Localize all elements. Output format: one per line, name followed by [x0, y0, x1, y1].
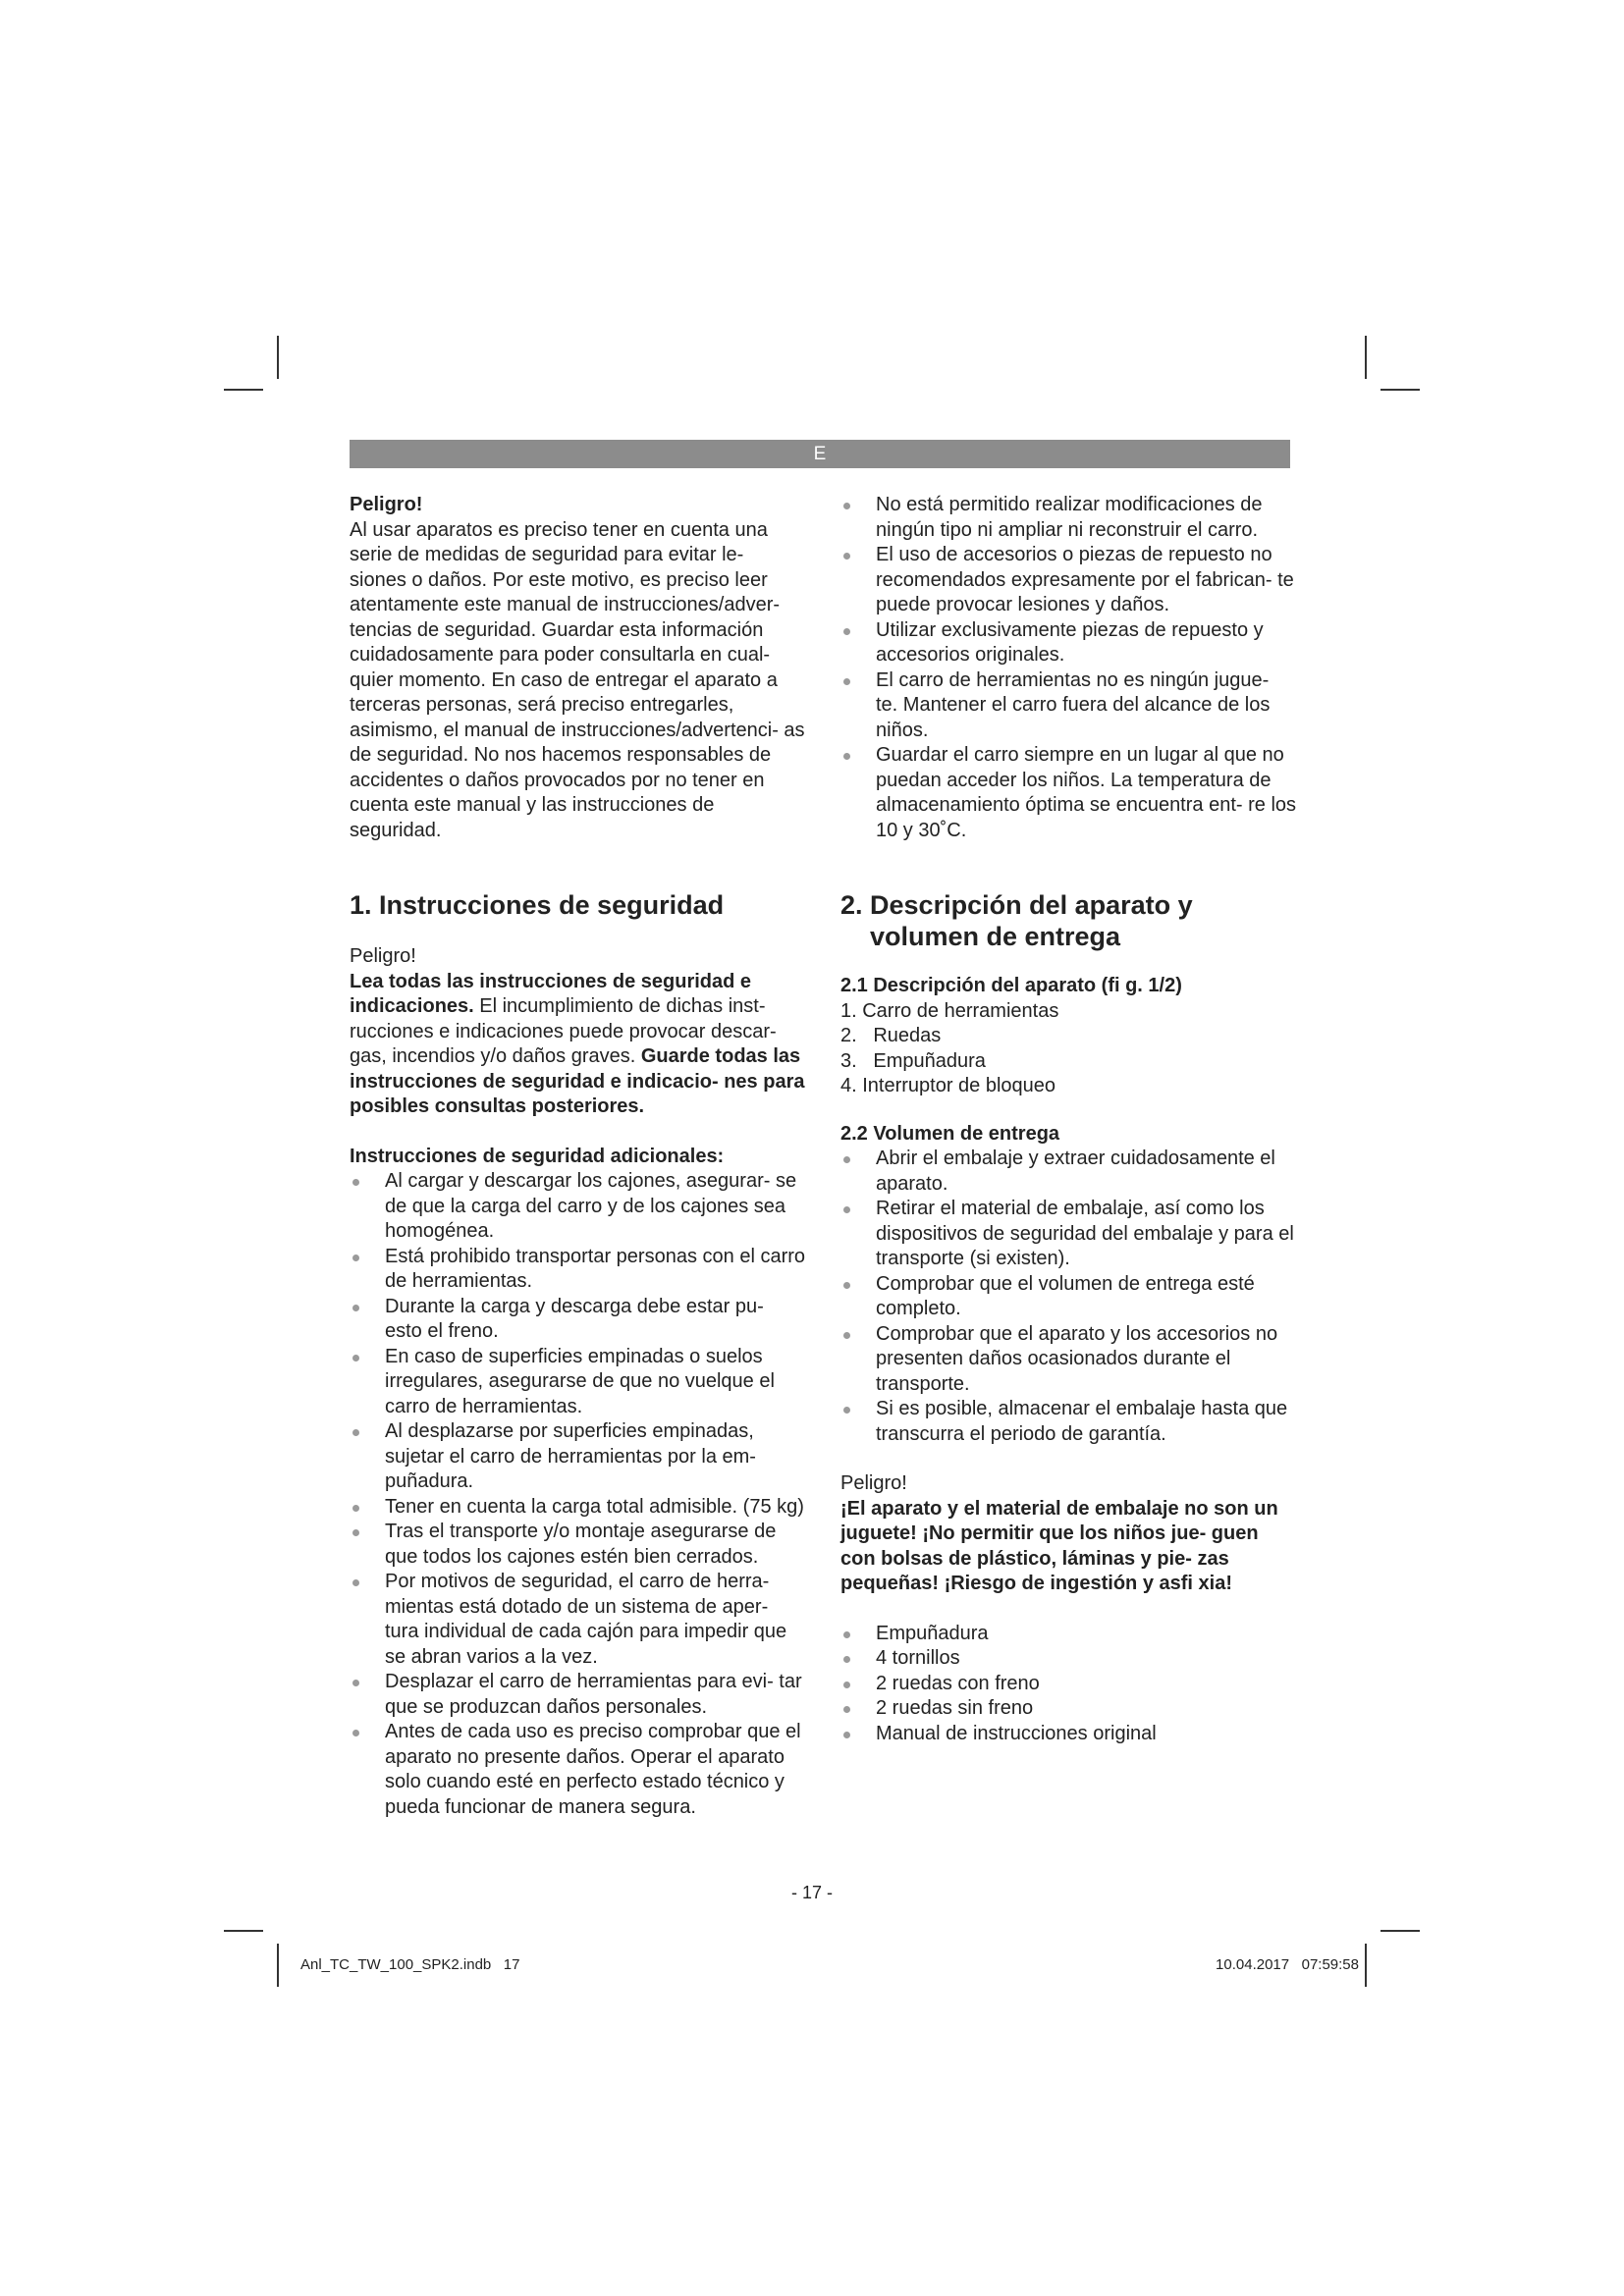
delivery-list [840, 1147, 1296, 1447]
list-item: 2 ruedas sin freno [840, 1696, 1296, 1722]
list-item: 1. Carro de herramientas [840, 999, 1059, 1022]
warning-title: Peligro! [840, 1472, 907, 1494]
list-item: Retirar el material de embalaje, así como los dispositivos de seguridad del embalaje y para el transporte (si existen). [840, 1197, 1296, 1272]
list-item: Desplazar el carro de herramientas para evi- tar que se produzcan daños personales. [350, 1670, 805, 1720]
safety-intro: Lea todas las instrucciones de seguridad e indicaciones. El incumplimiento de dichas inst- rucciones e indicaciones puede provocar descar- gas, incendios y/o daños graves. Guarde todas las instrucciones de seguridad e indicacio- nes para posibles consultas posteriores. [350, 970, 805, 1117]
list-item: El uso de accesorios o piezas de repuesto no recomendados expresamente por el fabrican- te puede provocar lesiones y daños. [840, 543, 1296, 618]
crop-mark [224, 389, 263, 391]
list-item: Al cargar y descargar los cajones, asegurar- se de que la carga del carro y de los cajones sea homogénea. [350, 1169, 805, 1245]
crop-mark [277, 336, 279, 379]
crop-mark [277, 1944, 279, 1987]
list-item: No está permitido realizar modificaciones de ningún tipo ni ampliar ni reconstruir el carro. [840, 493, 1296, 543]
list-item: Durante la carga y descarga debe estar pu- esto el freno. [350, 1295, 805, 1345]
warning-title: Peligro! [350, 494, 423, 515]
safety-list [350, 1169, 805, 1820]
contents-list [840, 1622, 1296, 1747]
section-heading-2: 2. Descripción del aparato y volumen de entrega [840, 890, 1193, 951]
list-item: Guardar el carro siempre en un lugar al que no puedan acceder los niños. La temperatura de almacenamiento óptima se encuentra ent- re los 10 y 30˚C. [840, 743, 1296, 843]
list-item: 4 tornillos [840, 1646, 1296, 1672]
warning-text: Al usar aparatos es preciso tener en cuenta una serie de medidas de seguridad para evitar le- siones o daños. Por este motivo, es preciso leer atentamente este manual de instrucciones/adver- tencias de seguridad. Guardar esta información cuidadosamente para poder consultarla en cual- quier momento. En caso de entregar el aparato a terceras personas, será preciso entregarles, asimismo, el manual de instrucciones/advertenci- as de seguridad. No nos hacemos responsables de accidentes o daños provocados por no tener en cuenta este manual y las instrucciones de seguridad. [350, 518, 805, 841]
crop-mark [1380, 389, 1420, 391]
list-item: Abrir el embalaje y extraer cuidadosamente el aparato. [840, 1147, 1296, 1197]
right-column [840, 493, 1296, 1746]
list-item: Al desplazarse por superficies empinadas, sujetar el carro de herramientas por la em- puñadura. [350, 1419, 805, 1495]
list-item: Está prohibido transportar personas con el carro de herramientas. [350, 1245, 805, 1295]
language-tab: E [350, 440, 1290, 468]
page-number: - 17 - [790, 1883, 833, 1902]
list-item: Tras el transporte y/o montaje asegurarse de que todos los cajones estén bien cerrados. [350, 1520, 805, 1570]
warning-title: Peligro! [350, 945, 416, 967]
subsection-title: 2.2 Volumen de entrega [840, 1122, 1060, 1145]
list-item: Comprobar que el volumen de entrega esté completo. [840, 1272, 1296, 1322]
file-info: Anl_TC_TW_100_SPK2.indb 17 [300, 1956, 520, 1973]
list-item: Antes de cada uso es preciso comprobar que el aparato no presente daños. Operar el aparato solo cuando esté en perfecto estado técnico y pueda funcionar de manera segura. [350, 1720, 805, 1820]
list-item: 3. Empuñadura [840, 1049, 986, 1072]
crop-mark [1365, 1944, 1367, 1987]
list-item: Utilizar exclusivamente piezas de repuesto y accesorios originales. [840, 618, 1296, 668]
warning-list [840, 493, 1296, 843]
list-item: En caso de superficies empinadas o suelos irregulares, asegurarse de que no vuelque el carro de herramientas. [350, 1345, 805, 1420]
left-column [350, 493, 805, 1820]
crop-mark [1380, 1930, 1420, 1932]
list-item: El carro de herramientas no es ningún jugue- te. Mantener el carro fuera del alcance de los niños. [840, 668, 1296, 744]
list-item: Manual de instrucciones original [840, 1722, 1296, 1747]
additional-instructions-title: Instrucciones de seguridad adicionales: [350, 1145, 725, 1167]
list-item: Por motivos de seguridad, el carro de herra- mientas está dotado de un sistema de aper- tura individual de cada cajón para impedir que se abran varios a la vez. [350, 1570, 805, 1670]
list-item: Tener en cuenta la carga total admisible. (75 kg) [350, 1495, 805, 1521]
subsection-title: 2.1 Descripción del aparato (fi g. 1/2) [840, 975, 1182, 996]
print-timestamp: 10.04.2017 07:59:58 [1216, 1956, 1359, 1973]
list-item: 4. Interruptor de bloqueo [840, 1075, 1056, 1096]
list-item: 2 ruedas con freno [840, 1672, 1296, 1697]
list-item: Comprobar que el aparato y los accesorios no presenten daños ocasionados durante el transporte. [840, 1322, 1296, 1398]
section-heading-1: 1. Instrucciones de seguridad [350, 890, 725, 920]
list-item: Si es posible, almacenar el embalaje hasta que transcurra el periodo de garantía. [840, 1397, 1296, 1447]
list-item: 2. Ruedas [840, 1025, 942, 1046]
warning-text: ¡El aparato y el material de embalaje no son un juguete! ¡No permitir que los niños jue- guen con bolsas de plástico, láminas y pie- zas pequeñas! ¡Riesgo de ingestión y asfi xia! [840, 1497, 1278, 1594]
crop-mark [224, 1930, 263, 1932]
list-item: Empuñadura [840, 1622, 1296, 1647]
parts-list [840, 999, 1296, 1099]
crop-mark [1365, 336, 1367, 379]
